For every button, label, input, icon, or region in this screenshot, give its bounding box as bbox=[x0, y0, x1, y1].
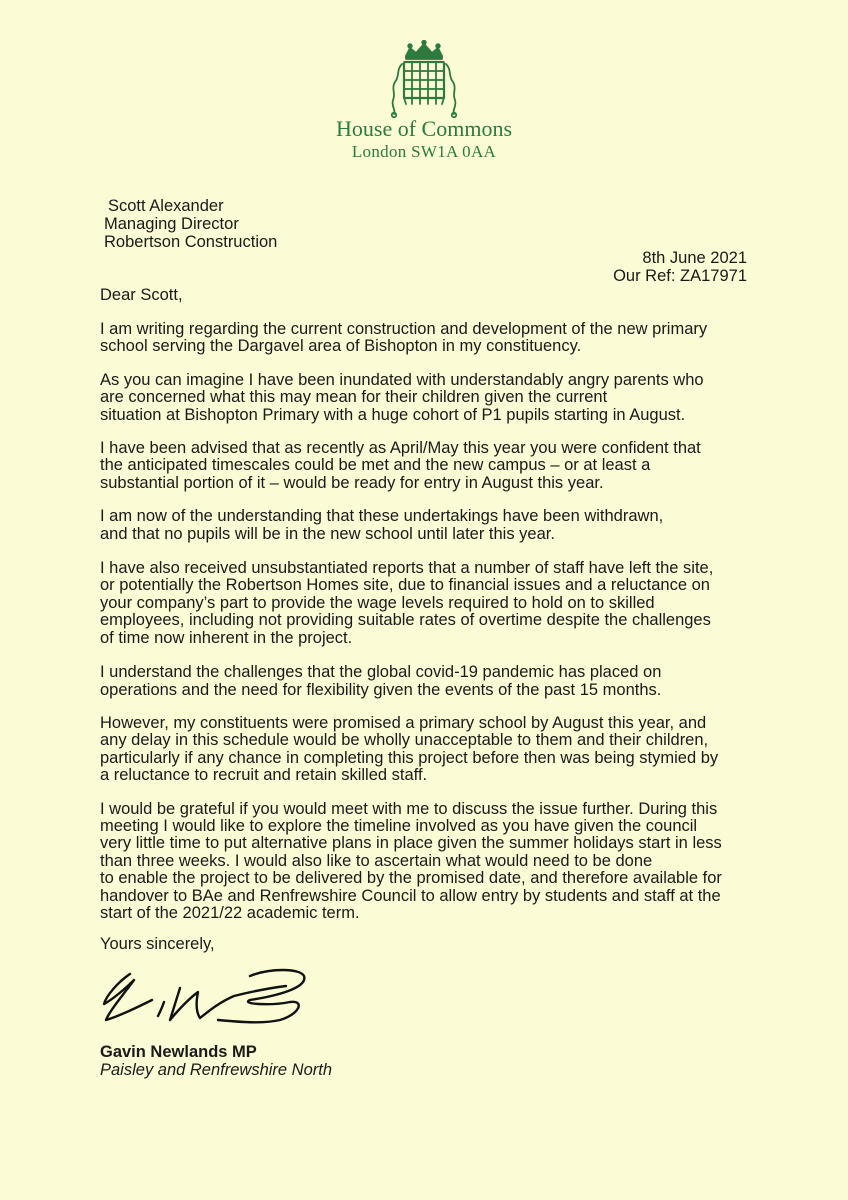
portcullis-icon bbox=[388, 40, 460, 120]
recipient-block bbox=[104, 197, 277, 251]
paragraph bbox=[100, 440, 760, 492]
paragraph-line: the anticipated timescales could be met and the new campus – or at least a bbox=[100, 456, 651, 475]
letter-meta bbox=[613, 249, 747, 285]
paragraph-line: and that no pupils will be in the new school until later this year. bbox=[100, 524, 555, 543]
signer-name: Gavin Newlands MP bbox=[100, 1043, 257, 1061]
paragraph-line: I would be grateful if you would meet with me to discuss the issue further. During this bbox=[100, 799, 718, 818]
paragraph-line: particularly if any chance in completing this project before then was being stymied by bbox=[100, 748, 719, 767]
paragraph-line: As you can imagine I have been inundated with understandably angry parents who bbox=[100, 370, 704, 389]
paragraph bbox=[100, 560, 760, 647]
letter-body bbox=[100, 321, 760, 922]
paragraph bbox=[100, 372, 760, 424]
paragraph-line: any delay in this schedule would be wholly unacceptable to them and their children, bbox=[100, 731, 709, 750]
paragraph-line: employees, including not providing suitable rates of overtime despite the challenges bbox=[100, 611, 711, 630]
paragraph-line: to enable the project to be delivered by the promised date, and therefore available for bbox=[100, 869, 722, 888]
paragraph-line: I am now of the understanding that these undertakings have been withdrawn, bbox=[100, 507, 664, 526]
paragraph-line: I have also received unsubstantiated reports that a number of staff have left the site, bbox=[100, 559, 714, 578]
paragraph-line: handover to BAe and Renfrewshire Council to allow entry by students and staff at the bbox=[100, 886, 721, 905]
paragraph-line: start of the 2021/22 academic term. bbox=[100, 903, 360, 922]
paragraph-line: than three weeks. I would also like to ascertain what would need to be done bbox=[100, 851, 653, 870]
paragraph-line: However, my constituents were promised a primary school by August this year, and bbox=[100, 713, 707, 732]
paragraph bbox=[100, 801, 760, 923]
paragraph bbox=[100, 715, 760, 785]
paragraph bbox=[100, 321, 760, 356]
letter-date: 8th June 2021 bbox=[642, 249, 747, 267]
recipient-title: Managing Director bbox=[104, 215, 239, 233]
paragraph-line: substantial portion of it – would be ready for entry in August this year. bbox=[100, 473, 604, 492]
paragraph-line: or potentially the Robertson Homes site, due to financial issues and a reluctance on bbox=[100, 576, 710, 595]
paragraph-line: meeting I would like to explore the timeline involved as you have given the council bbox=[100, 816, 698, 835]
paragraph bbox=[100, 508, 760, 543]
recipient-company: Robertson Construction bbox=[104, 233, 278, 251]
paragraph-line: are concerned what this may mean for their children given the current bbox=[100, 388, 608, 407]
letterhead-address: London SW1A 0AA bbox=[351, 142, 497, 161]
closing: Yours sincerely, bbox=[100, 935, 215, 953]
recipient-name: Scott Alexander bbox=[108, 197, 224, 215]
paragraph-line: I have been advised that as recently as April/May this year you were confident that bbox=[100, 439, 701, 458]
handwritten-signature bbox=[100, 962, 315, 1032]
paragraph-line: your company’s part to provide the wage levels required to hold on to skilled bbox=[100, 593, 655, 612]
paragraph-line: very little time to put alternative plans in place given the summer holidays start in less bbox=[100, 834, 722, 853]
paragraph-line: operations and the need for flexibility given the events of the past 15 months. bbox=[100, 680, 662, 699]
paragraph bbox=[100, 664, 760, 699]
paragraph-line: of time now inherent in the project. bbox=[100, 628, 353, 647]
signer-constituency: Paisley and Renfrewshire North bbox=[100, 1061, 333, 1079]
paragraph-line: I am writing regarding the current construction and development of the new primary bbox=[100, 320, 708, 338]
paragraph-line: situation at Bishopton Primary with a huge cohort of P1 pupils starting in August. bbox=[100, 405, 686, 424]
paragraph-line: school serving the Dargavel area of Bishopton in my constituency. bbox=[100, 337, 582, 356]
salutation: Dear Scott, bbox=[100, 286, 183, 304]
letter-reference: Our Ref: ZA17971 bbox=[613, 267, 747, 285]
paragraph-line: I understand the challenges that the global covid-19 pandemic has placed on bbox=[100, 663, 662, 682]
paragraph-line: a reluctance to recruit and retain skilled staff. bbox=[100, 766, 428, 785]
letterhead-organisation: House of Commons bbox=[336, 116, 512, 141]
